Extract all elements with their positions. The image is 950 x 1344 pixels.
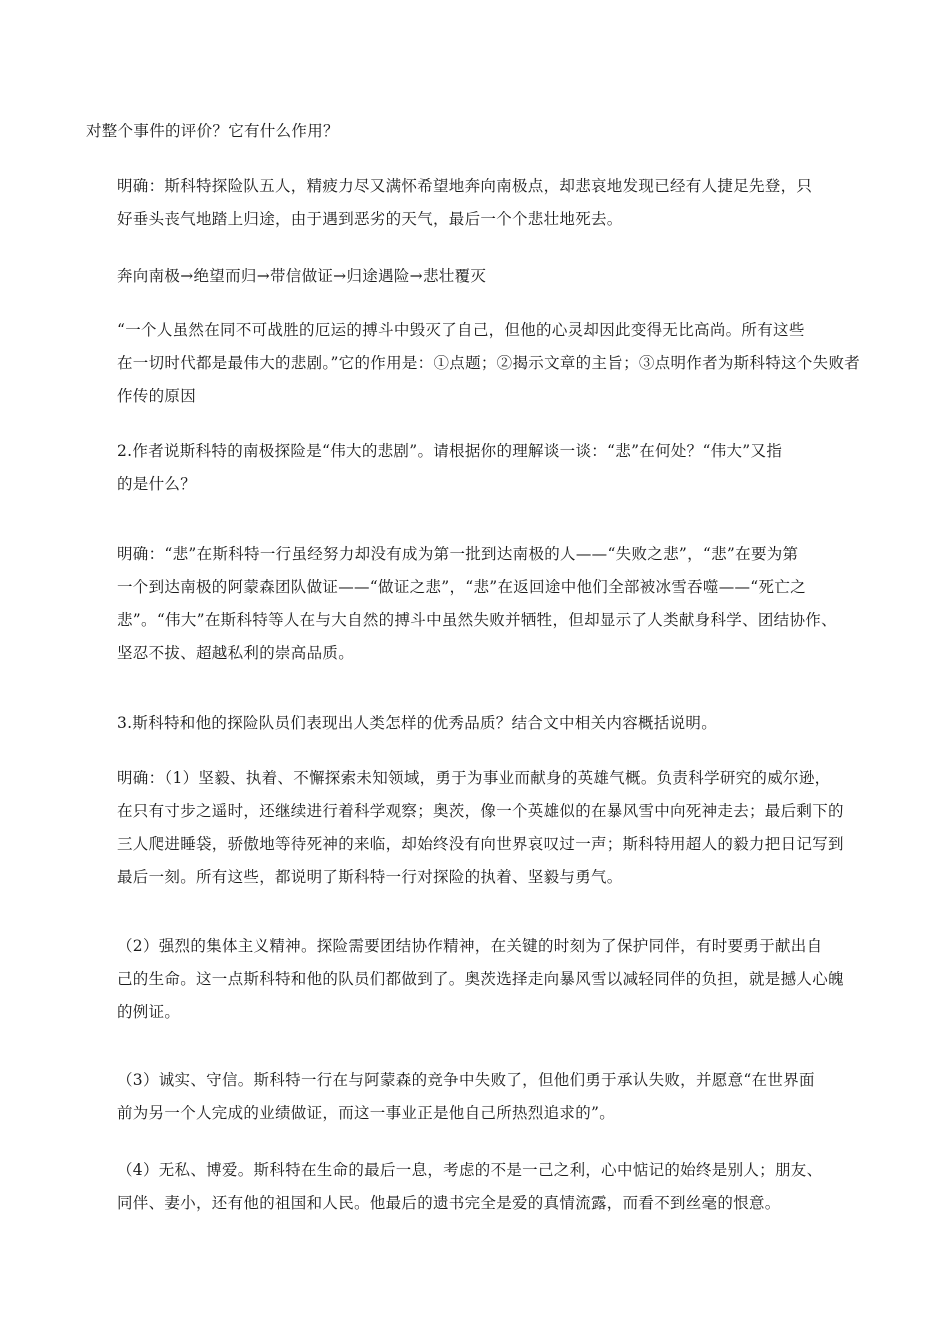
text-line: 2.作者说斯科特的南极探险是“伟大的悲剧”。请根据你的理解谈一谈：“悲”在何处？“伟大”又指 <box>117 442 783 460</box>
text-line: 作传的原因 <box>117 387 197 405</box>
paragraph-answer-3-2 <box>86 930 866 1029</box>
text-line: 奔向南极→绝望而归→带信做证→归途遇险→悲壮覆灭 <box>117 267 487 285</box>
text-line: 一个到达南极的阿蒙森团队做证——“做证之悲”，“悲”在返回途中他们全部被冰雪吞噬——“死亡之 <box>117 578 806 596</box>
text-line: 悲”。“伟大”在斯科特等人在与大自然的搏斗中虽然失败并牺牲，但却显示了人类献身科学、团结协作、 <box>117 611 837 629</box>
text-line: 最后一刻。所有这些，都说明了斯科特一行对探险的执着、坚毅与勇气。 <box>117 868 623 886</box>
text-line: （4）无私、博爱。斯科特在生命的最后一息，考虑的不是一己之利，心中惦记的始终是别人；朋友、 <box>117 1161 823 1179</box>
text-line: 坚忍不拔、超越私利的崇高品质。 <box>117 644 355 662</box>
text-line: 的例证。 <box>117 1003 181 1021</box>
text-line: 好垂头丧气地踏上归途，由于遇到恶劣的天气，最后一个个悲壮地死去。 <box>117 210 623 228</box>
paragraph-plot-sequence <box>86 260 866 293</box>
text-line: “一个人虽然在同不可战胜的厄运的搏斗中毁灭了自己，但他的心灵却因此变得无比高尚。所有这些 <box>117 321 805 339</box>
text-line: （2）强烈的集体主义精神。探险需要团结协作精神，在关键的时刻为了保护同伴，有时要勇于献出自 <box>117 937 823 955</box>
paragraph-answer-1a <box>86 170 866 236</box>
paragraph-answer-3-1 <box>86 762 866 894</box>
paragraph-answer-3-3 <box>86 1064 866 1130</box>
text-line: 前为另一个人完成的业绩做证，而这一事业正是他自己所热烈追求的”。 <box>117 1104 616 1122</box>
text-line: （3）诚实、守信。斯科特一行在与阿蒙森的竞争中失败了，但他们勇于承认失败，并愿意“在世界面 <box>117 1071 815 1089</box>
text-line: 明确：斯科特探险队五人，精疲力尽又满怀希望地奔向南极点，却悲哀地发现已经有人捷足先登，只 <box>117 177 813 195</box>
paragraph-question-continuation <box>86 115 866 148</box>
paragraph-question-2 <box>86 435 866 501</box>
paragraph-answer-1b <box>86 314 866 413</box>
paragraph-answer-3-4 <box>86 1154 866 1220</box>
text-line: 对整个事件的评价？它有什么作用？ <box>86 122 339 140</box>
text-line: 同伴、妻小，还有他的祖国和人民。他最后的遗书完全是爱的真情流露，而看不到丝毫的恨意。 <box>117 1194 781 1212</box>
text-line: 己的生命。这一点斯科特和他的队员们都做到了。奥茨选择走向暴风雪以减轻同伴的负担，就是撼人心魄 <box>117 970 844 988</box>
text-line: 的是什么？ <box>117 475 197 493</box>
text-line: 3.斯科特和他的探险队员们表现出人类怎样的优秀品质？结合文中相关内容概括说明。 <box>117 714 717 732</box>
text-line: 在一切时代都是最伟大的悲剧。”它的作用是：①点题；②揭示文章的主旨；③点明作者为斯科特这个失败者 <box>117 354 861 372</box>
paragraph-answer-2 <box>86 538 866 670</box>
paragraph-question-3 <box>86 707 866 740</box>
text-line: 三人爬进睡袋，骄傲地等待死神的来临，却始终没有向世界哀叹过一声；斯科特用超人的毅力把日记写到 <box>117 835 844 853</box>
text-line: 在只有寸步之遥时，还继续进行着科学观察；奥茨，像一个英雄似的在暴风雪中向死神走去；最后剩下的 <box>117 802 844 820</box>
text-line: 明确：（1）坚毅、执着、不懈探索未知领域，勇于为事业而献身的英雄气概。负责科学研究的威尔逊， <box>117 769 831 787</box>
text-line: 明确：“悲”在斯科特一行虽经努力却没有成为第一批到达南极的人——“失败之悲”，“悲”在要为第 <box>117 545 799 563</box>
